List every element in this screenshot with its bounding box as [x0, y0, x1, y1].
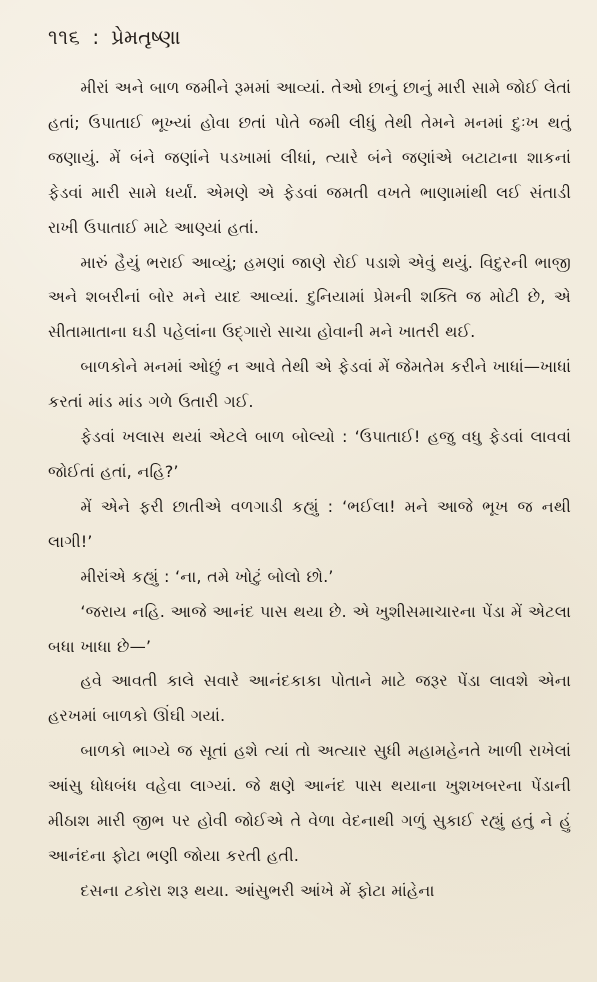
header-separator: : — [92, 25, 100, 49]
paragraph-10: દસના ટકોરા શરૂ થયા. આંસુભરી આંખે મેં ફોટા માંહેના — [80, 880, 435, 900]
paragraph-6: મીરાંએ કહ્યું : ‘ના, તમે ખોટું બોલો છો.’ — [80, 566, 334, 586]
paragraph-4: ફેડવાં ખલાસ થયાં એટલે બાળ બોલ્યો : ‘ઉપાતાઈ! હજુ વધુ ફેડવાં લાવવાં જોઈતાં હતાં, નહિ?’ — [48, 427, 571, 481]
paragraph-7: ‘જરાય નહિ. આજે આનંદ પાસ થયા છે. એ ખુશીસમાચારના પેંડા મેં એટલા બધા ખાધા છે—’ — [48, 601, 571, 656]
page-number: ૧૧૬ — [48, 25, 81, 49]
page-header — [48, 26, 563, 49]
paragraph-3: બાળકોને મનમાં ઓછું ન આવે તેથી એ ફેડવાં મેં જેમતેમ કરીને ખાધાં—ખાધાં કરતાં માંડ માંડ ગળે ઉતારી ગઈ. — [48, 357, 571, 412]
page-title: પ્રેમતૃષ્ણા — [111, 25, 181, 49]
paragraph-1: મીરાં અને બાળ જમીને રૂમમાં આવ્યાં. તેઓ છાનું છાનું મારી સામે જોઈ લેતાં હતાં; ઉપાતાઈ ભૂખ્યાં હોવા છતાં પોતે જમી લીધું તેથી તેમને મનમાં દુઃખ થતું જણાયું. મેં બંને જણાંને પડખામાં લીધાં, ત્યારે બંને જણાંએ બટાટાના શાકનાં ફેડવાં મારી સામે ધર્યાં. એમણે એ ફેડવાં જમતી વખતે ભાણામાંથી લઈ સંતાડી રાખી ઉપાતાઈ માટે આણ્યાં હતાં. — [48, 78, 571, 237]
paragraph-5: મેં એને ફરી છાતીએ વળગાડી કહ્યું : ‘ભઈલા! મને આજે ભૂખ જ નથી લાગી!’ — [48, 496, 571, 551]
paragraph-8: હવે આવતી કાલે સવારે આનંદકાકા પોતાને માટે જરૂર પેંડા લાવશે એના હરખમાં બાળકો ઊંઘી ગયાં. — [48, 671, 571, 726]
paragraph-2: મારું હૈયું ભરાઈ આવ્યું; હમણાં જાણે રોઈ પડાશે એવું થયું. વિદુરની ભાજી અને શબરીનાં બોર મને યાદ આવ્યાં. દુનિયામાં પ્રેમની શક્તિ જ મોટી છે, એ સીતામાતાના ઘડી પહેલાંના ઉદ્ગારો સાચા હોવાની મને ખાતરી થઈ. — [48, 252, 571, 342]
paragraph-9: બાળકો ભાગ્યે જ સૂતાં હશે ત્યાં તો અત્યાર સુધી મહામહેનતે ખાળી રાખેલાં આંસુ ધોધબંધ વહેવા લાગ્યાં. જે ક્ષણે આનંદ પાસ થયાના ખુશખબરના પેંડાની મીઠાશ મારી જીભ પર હોવી જોઈએ તે વેળા વેદનાથી ગળું સુકાઈ રહ્યું હતું ને હું આનંદના ફોટા ભણી જોયા કરતી હતી. — [48, 741, 571, 865]
page-content — [48, 71, 571, 909]
